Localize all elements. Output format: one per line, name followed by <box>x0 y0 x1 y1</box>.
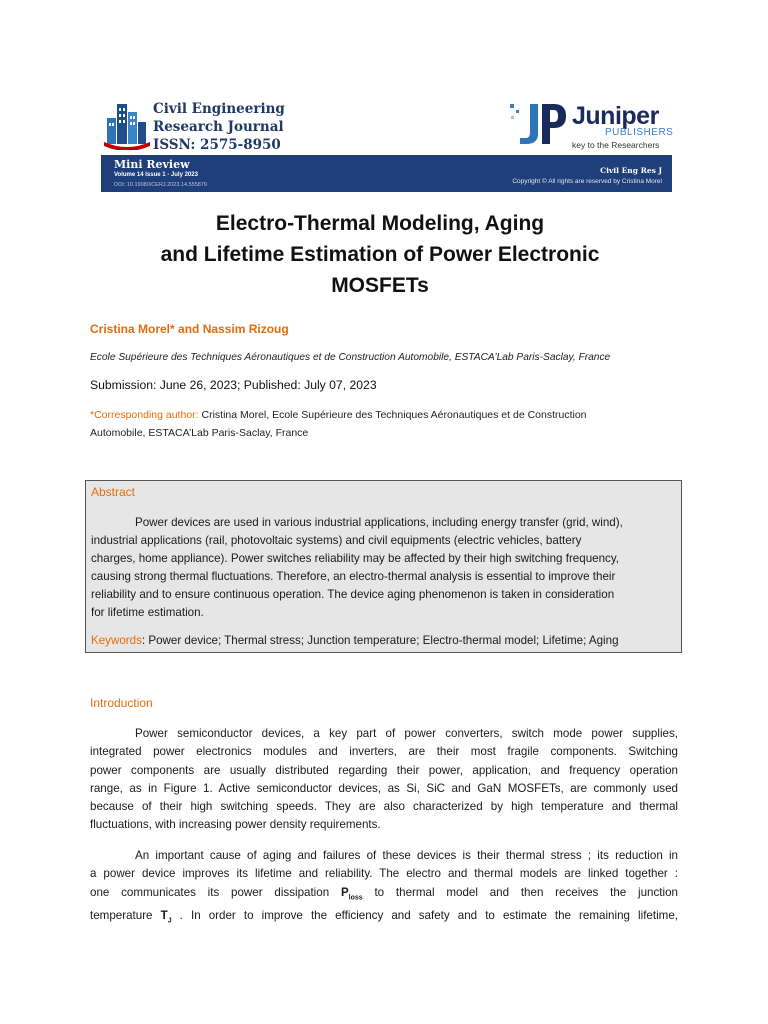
abstract-body <box>91 514 671 622</box>
junction-temperature-symbol: $T_J$ <box>160 909 172 925</box>
article-title <box>80 208 680 301</box>
paragraph-line: a power device improves its lifetime and reliability. The electro and thermal models are linked together : <box>90 867 678 881</box>
title-line-3: MOSFETs <box>331 274 429 297</box>
abstract-line: causing strong thermal fluctuations. Therefore, an electro-thermal analysis is essential to improve their <box>91 570 616 583</box>
abstract-line: reliability and to ensure continuous operation. The device aging phenomenon is taken in consideration <box>91 588 615 601</box>
abstract-box <box>85 480 682 653</box>
abstract-line: charges, home appliance). Power switches reliability may be affected by their high switching frequency, <box>91 552 619 565</box>
copyright: Copyright © All rights are reserved by Cristina Morel <box>512 178 662 185</box>
paragraph-line: An important cause of aging and failures of these devices is their thermal stress ; its reduction in <box>135 849 678 862</box>
introduction-heading: Introduction <box>90 696 153 710</box>
paragraph-line: range, as in Figure 1. Active semiconductor devices, as Si, SiC and GaN MOSFETs, are commonly used <box>90 781 678 795</box>
abstract-line: Power devices are used in various industrial applications, including energy transfer (grid, wind), <box>135 516 623 529</box>
abstract-line: industrial applications (rail, photovoltaic systems) and civil equipments (electric vehicles, battery <box>91 534 582 547</box>
keywords <box>91 634 619 647</box>
affiliation: Ecole Supérieure des Techniques Aéronautiques et de Construction Automobile, ESTACA’Lab Paris-Saclay, France <box>90 352 611 363</box>
introduction-paragraph-2 <box>90 847 678 931</box>
corresponding-label: *Corresponding author: <box>90 409 199 421</box>
article-type: Mini Review <box>114 158 190 171</box>
paragraph-line: integrated power electronics modules and inverters, are their most fragile components. Switching <box>90 745 678 759</box>
abstract-heading: Abstract <box>91 485 136 499</box>
journal-banner <box>101 155 672 192</box>
publisher-tagline: key to the Researchers <box>572 140 660 150</box>
keywords-list: : Power device; Thermal stress; Junction temperature; Electro-thermal model; Lifetime; Aging <box>141 634 619 647</box>
paragraph-line: one communicates its power dissipation $P_{loss}$ to thermal model and then receives the junction <box>90 885 678 901</box>
abstract-line: for lifetime estimation. <box>91 606 204 619</box>
doi[interactable]: DOI: 10.19080/CERJ.2023.14.555879 <box>114 182 207 188</box>
introduction-paragraph-1 <box>90 725 678 835</box>
journal-issn: ISSN: 2575-8950 <box>153 137 281 153</box>
corresponding-author <box>90 406 690 442</box>
corresponding-line1: Cristina Morel, Ecole Supérieure des Techniques Aéronautiques et de Construction <box>198 409 587 421</box>
juniper-jp-logo <box>508 100 570 148</box>
submission-dates: Submission: June 26, 2023; Published: July 07, 2023 <box>90 378 377 392</box>
power-loss-symbol: $P_{loss}$ <box>340 885 363 901</box>
keywords-label: Keywords <box>91 634 142 647</box>
title-line-1: Electro-Thermal Modeling, Aging <box>215 212 545 235</box>
publisher-name: Juniper <box>572 102 659 130</box>
journal-buildings-logo <box>104 98 150 150</box>
corresponding-line2: Automobile, ESTACA’Lab Paris-Saclay, France <box>90 427 309 439</box>
authors: Cristina Morel* and Nassim Rizoug <box>90 322 289 336</box>
paragraph-line: temperature $T_J$ . In order to improve the efficiency and safety and to estimate the remaining lifetime, <box>90 909 678 925</box>
title-line-2: and Lifetime Estimation of Power Electronic <box>160 243 600 266</box>
journal-abbreviation: Civil Eng Res J <box>600 166 662 175</box>
journal-name-line1: Civil Engineering <box>153 101 285 117</box>
publisher-sub: PUBLISHERS <box>605 127 674 138</box>
journal-title <box>153 100 285 154</box>
paragraph-line: Power semiconductor devices, a key part of power converters, switch mode power supplies, <box>135 727 678 740</box>
paragraph-line: because of their high switching speeds. They are also characterized by high temperature and thermal <box>90 800 678 814</box>
volume-issue: Volume 14 Issue 1 - July 2023 <box>114 172 198 178</box>
journal-name-line2: Research Journal <box>153 119 284 135</box>
paragraph-line: fluctuations, with increasing power density requirements. <box>90 818 381 832</box>
paragraph-line: power components are usually distributed regarding their power, application, and frequency operation <box>90 763 678 777</box>
